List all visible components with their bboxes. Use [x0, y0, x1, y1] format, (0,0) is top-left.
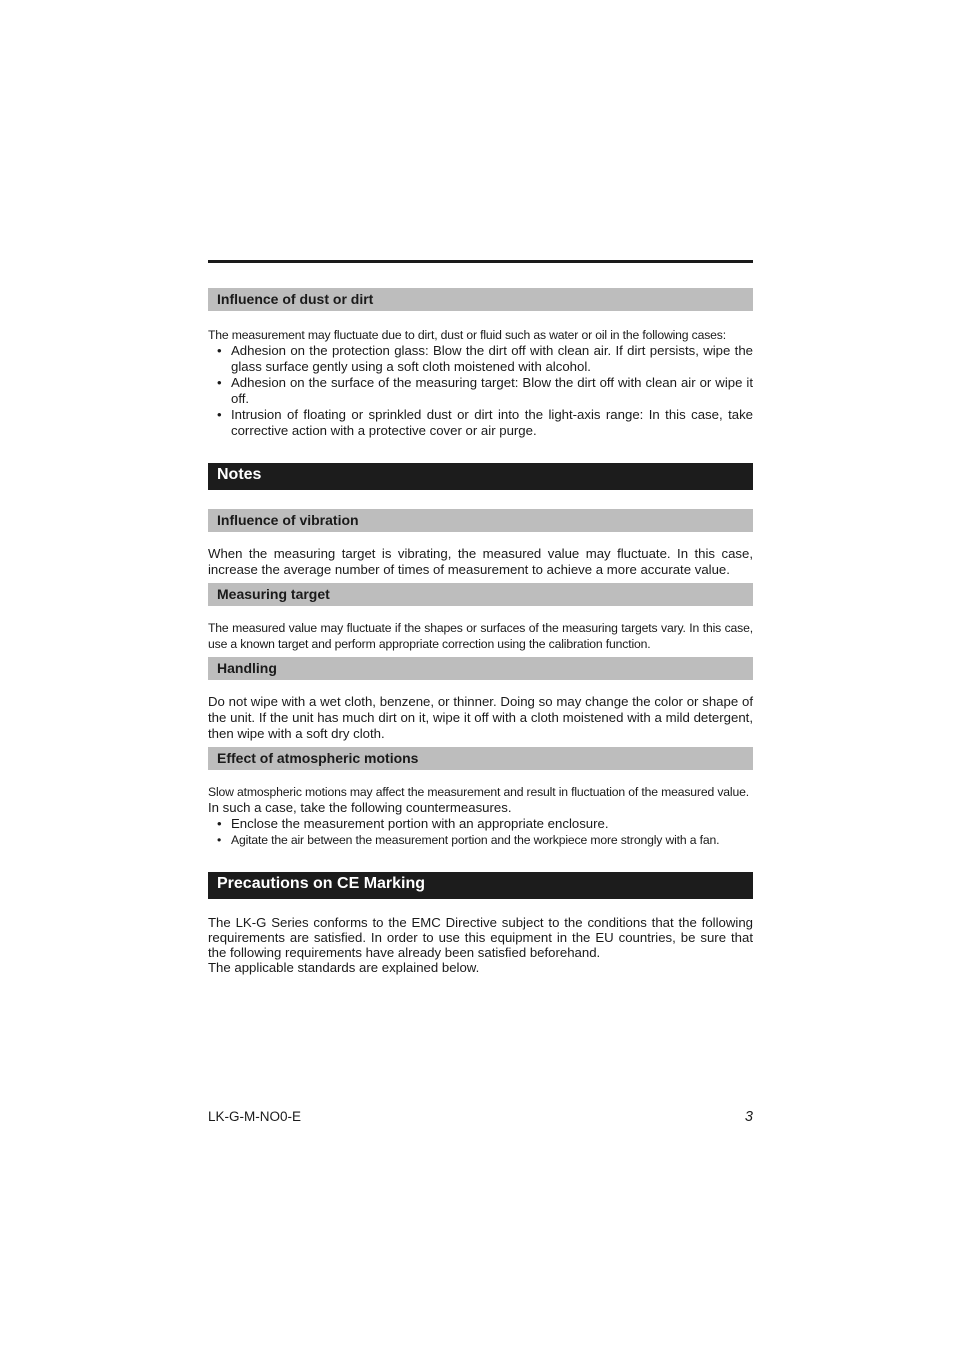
handling-heading: Handling — [208, 657, 753, 680]
handling-text: Do not wipe with a wet cloth, benzene, or thinner. Doing so may change the color or shape of the unit. If the unit has much dirt on it, wipe it off with a cloth moistened with a mild detergent, then wipe with a soft dry cloth. — [208, 694, 753, 741]
page-number: 3 — [744, 1109, 753, 1125]
document-code: LK-G-M-NO0-E — [208, 1109, 302, 1124]
vibration-heading: Influence of vibration — [208, 509, 753, 532]
target-text: The measured value may fluctuate if the shapes or surfaces of the measuring targets vary. In this case, use a known target and perform appropriate correction using the calibration function. — [208, 621, 753, 651]
atmospheric-line-2: In such a case, take the following countermeasures. — [208, 800, 512, 815]
dust-intro: The measurement may fluctuate due to dirt, dust or fluid such as water or oil in the following cases: — [208, 328, 726, 342]
atmospheric-bullet-1: • Enclose the measurement portion with an appropriate enclosure. — [208, 816, 753, 832]
atmospheric-bullet-list — [208, 816, 753, 848]
ce-text-2: The applicable standards are explained below. — [208, 960, 480, 975]
dust-bullet-3: • Intrusion of floating or sprinkled dust or dirt into the light-axis range: In this case, take corrective action with a protective cover or air purge. — [208, 407, 753, 439]
dust-bullet-1: • Adhesion on the protection glass: Blow the dirt off with clean air. If dirt persists, wipe the glass surface gently using a soft cloth moistened with alcohol. — [208, 343, 753, 375]
atmospheric-bullet-2: • Agitate the air between the measurement portion and the workpiece more strongly with a fan. — [208, 832, 753, 848]
vibration-text: When the measuring target is vibrating, the measured value may fluctuate. In this case, increase the average number of times of measurement to achieve a more accurate value. — [208, 546, 753, 577]
dust-heading: Influence of dust or dirt — [208, 288, 753, 311]
notes-heading: Notes — [208, 463, 753, 490]
page-footer — [208, 1109, 753, 1129]
target-heading: Measuring target — [208, 583, 753, 606]
top-rule — [208, 260, 753, 263]
dust-bullet-list — [208, 343, 753, 439]
atmospheric-line-1: Slow atmospheric motions may affect the measurement and result in fluctuation of the measured value. — [208, 785, 749, 799]
document-body — [208, 288, 753, 975]
ce-heading: Precautions on CE Marking — [208, 872, 753, 899]
ce-text: The LK-G Series conforms to the EMC Directive subject to the conditions that the following requirements are satisfied. In order to use this equipment in the EU countries, be sure that the following requirements have already been satisfied beforehand. — [208, 915, 753, 960]
atmospheric-heading: Effect of atmospheric motions — [208, 747, 753, 770]
dust-bullet-2: • Adhesion on the surface of the measuring target: Blow the dirt off with clean air or wipe it off. — [208, 375, 753, 407]
